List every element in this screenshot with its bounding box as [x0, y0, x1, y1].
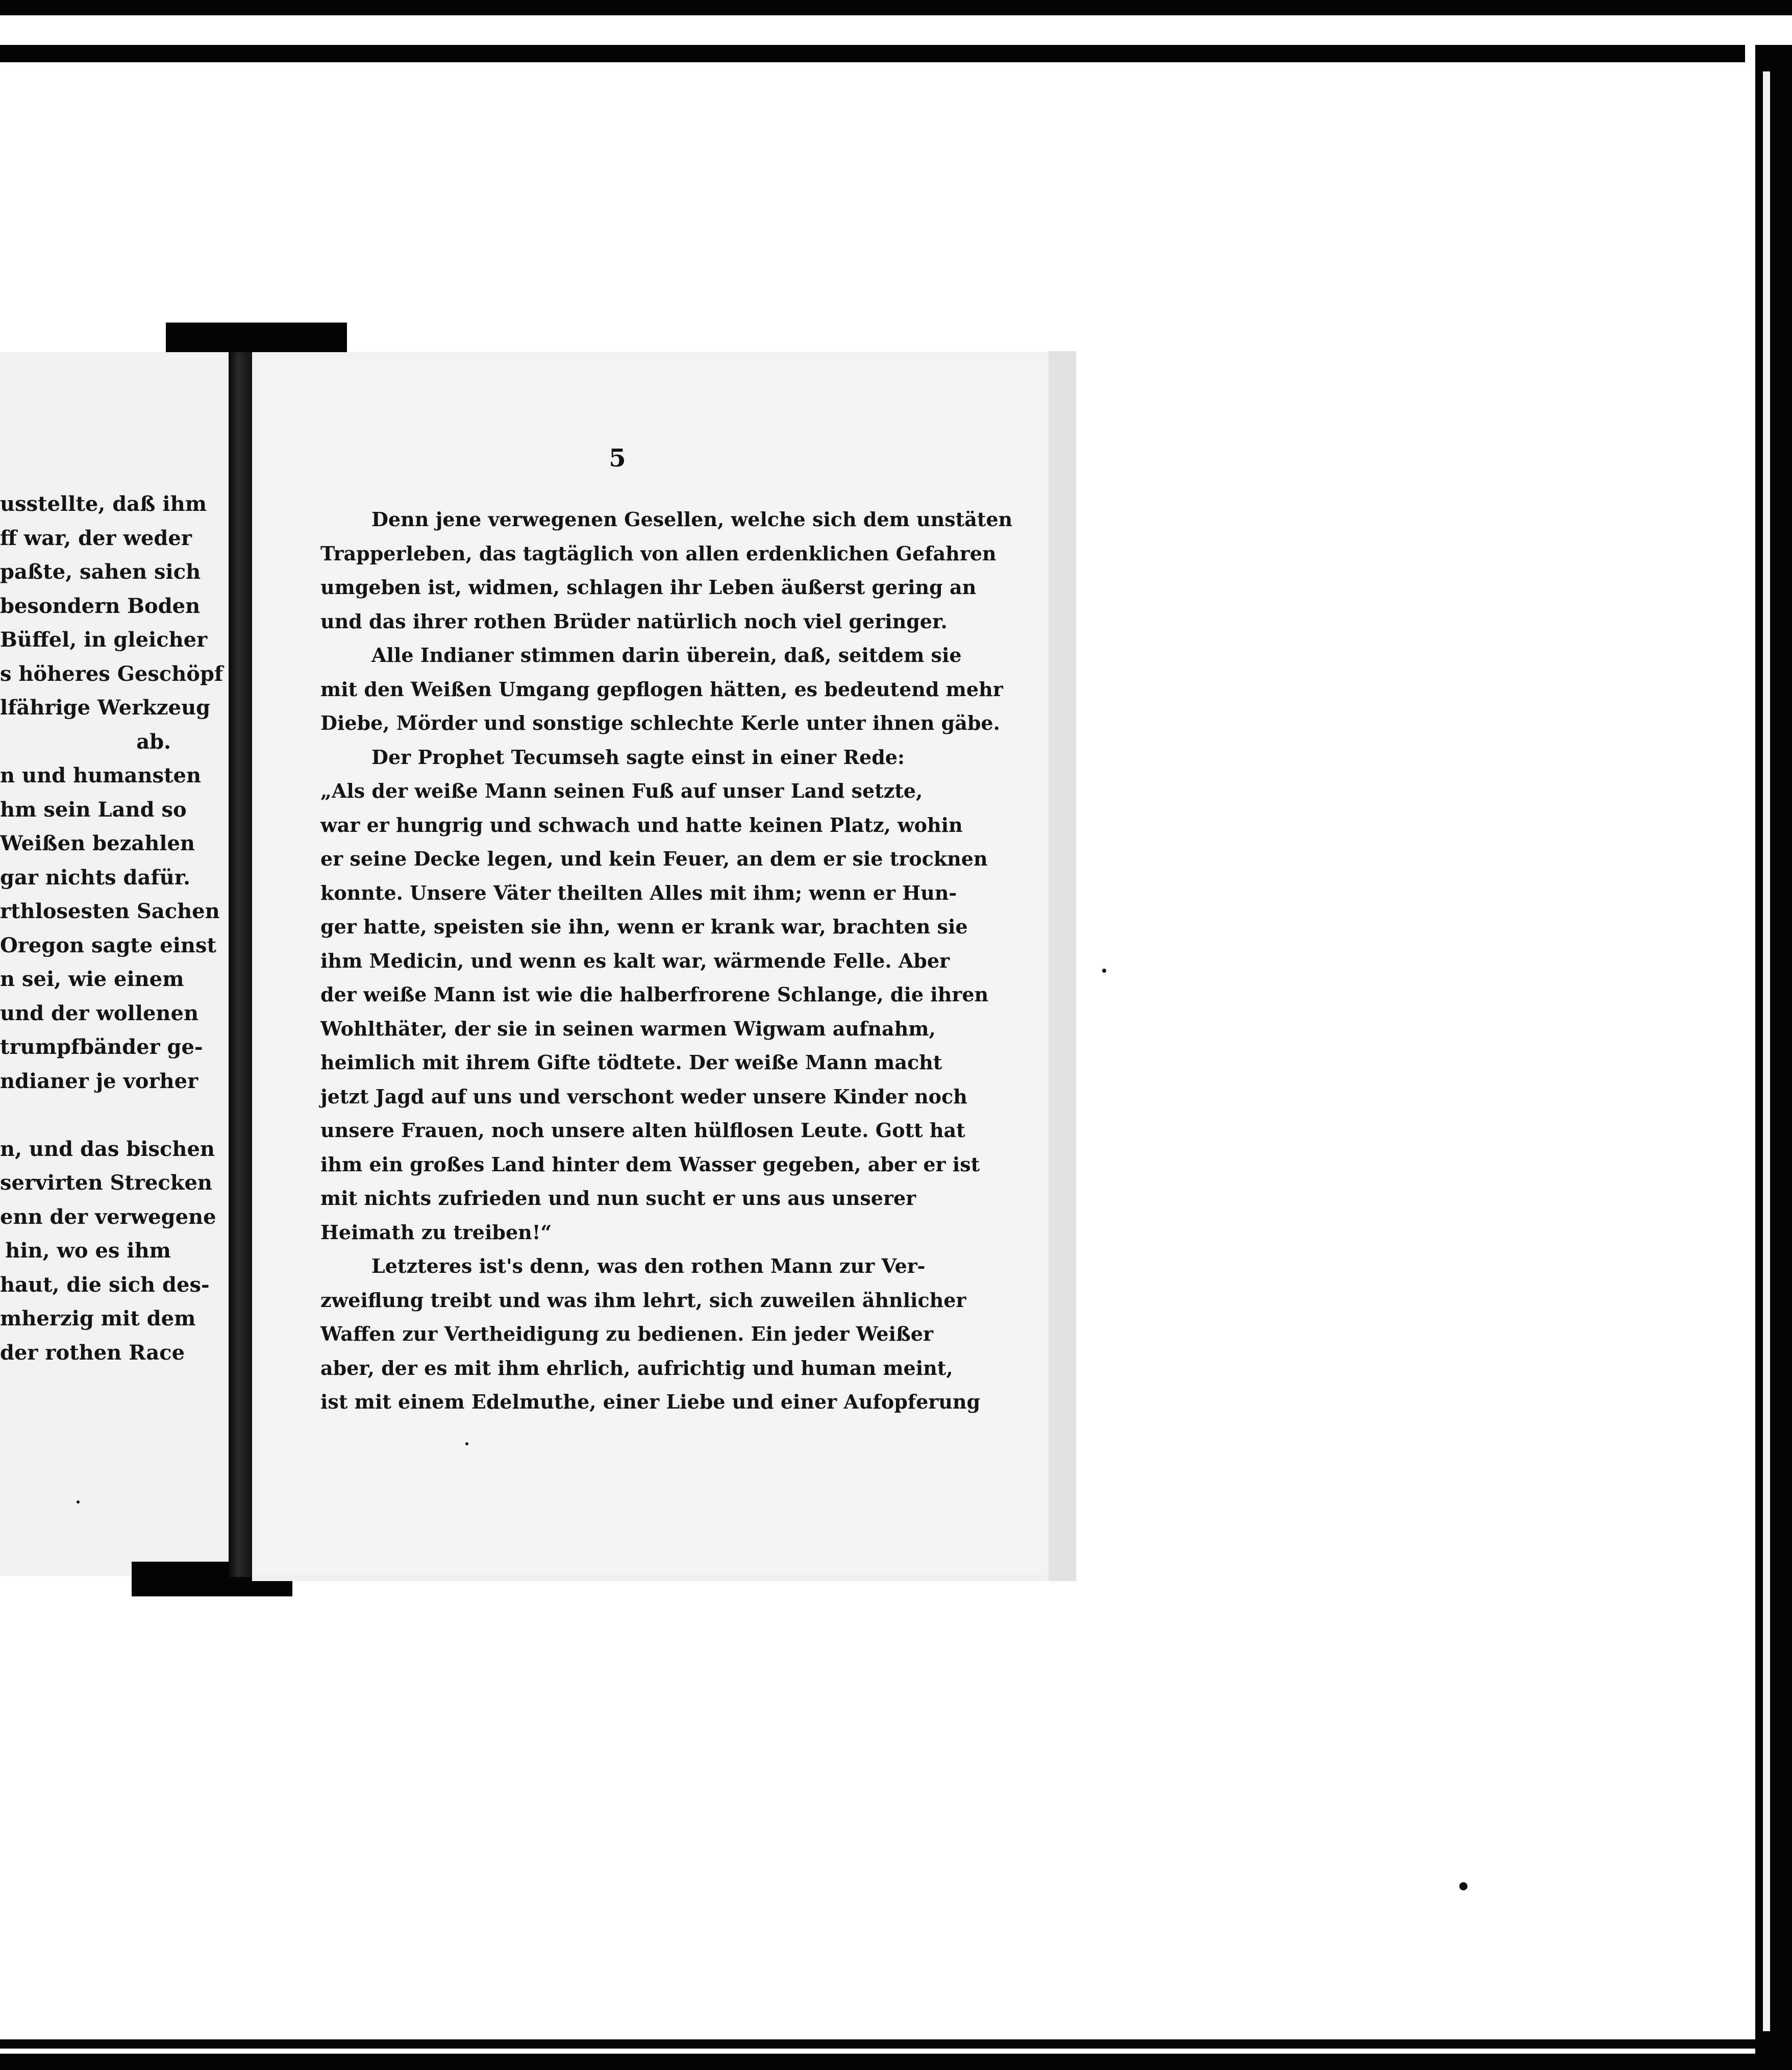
- left-line: ff war, der weder: [0, 526, 192, 550]
- text-line: „Als der weiße Mann seinen Fuß auf unser Land setzte,: [320, 779, 923, 802]
- film-border-bottom: [0, 2039, 1792, 2070]
- left-line: der rothen Race: [0, 1340, 185, 1365]
- left-line: Oregon sagte einst: [0, 933, 217, 957]
- text-line: Heimath zu treiben!“: [320, 1220, 552, 1244]
- left-line: n und humansten: [0, 763, 202, 787]
- text-line: Wohlthäter, der sie in seinen warmen Wigwam aufnahm,: [320, 1017, 936, 1040]
- film-border-bottom-line: [0, 2049, 1755, 2054]
- left-line: s höheres Geschöpf: [0, 661, 223, 686]
- text-line: mit den Weißen Umgang gepflogen hätten, es bedeutend mehr: [320, 677, 1003, 701]
- left-line: paßte, sahen sich: [0, 560, 201, 584]
- text-line: der weiße Mann ist wie die halberfrorene Schlange, die ihren: [320, 983, 989, 1006]
- text-line: ihm ein großes Land hinter dem Wasser gegeben, aber er ist: [320, 1152, 980, 1176]
- left-line: haut, die sich des-: [0, 1272, 210, 1297]
- left-line: ndianer je vorher: [0, 1069, 198, 1093]
- film-border-right: [1755, 45, 1792, 2070]
- text-line: heimlich mit ihrem Gifte tödtete. Der weiße Mann macht: [320, 1051, 942, 1074]
- text-line: Diebe, Mörder und sonstige schlechte Kerle unter ihnen gäbe.: [320, 711, 1000, 734]
- text-line: unsere Frauen, noch unsere alten hülflosen Leute. Gott hat: [320, 1119, 965, 1142]
- text-line: und das ihrer rothen Brüder natürlich noch viel geringer.: [320, 609, 948, 633]
- text-line: zweiflung treibt und was ihm lehrt, sich zuweilen ähnlicher: [320, 1288, 966, 1312]
- text-line: umgeben ist, widmen, schlagen ihr Leben äußerst gering an: [320, 576, 977, 599]
- left-line: ab.: [136, 729, 171, 754]
- left-line: und der wollenen: [0, 1001, 199, 1025]
- film-border-right-edge: [1763, 71, 1770, 2031]
- text-line: ist mit einem Edelmuthe, einer Liebe und einer Aufopferung: [320, 1390, 981, 1413]
- text-line: aber, der es mit ihm ehrlich, aufrichtig und human meint,: [320, 1356, 953, 1379]
- text-line: war er hungrig und schwach und hatte keinen Platz, wohin: [320, 813, 963, 836]
- left-line: mherzig mit dem: [0, 1307, 196, 1330]
- left-page-text: [0, 487, 223, 1370]
- scan-speck: [1102, 969, 1106, 973]
- scan-speck: [77, 1500, 80, 1504]
- left-line: lfährige Werkzeug: [0, 696, 211, 720]
- left-line: Büffel, in gleicher: [0, 628, 208, 652]
- film-border-top-inner: [0, 45, 1745, 62]
- text-line: ger hatte, speisten sie ihn, wenn er krank war, brachten sie: [320, 915, 968, 938]
- left-line: gar nichts dafür.: [0, 865, 191, 890]
- left-line: hm sein Land so: [0, 797, 187, 822]
- scan-speck: [1459, 1882, 1467, 1890]
- text-line: Denn jene verwegenen Gesellen, welche sich dem unstäten: [371, 508, 1013, 531]
- right-page-text: [320, 503, 1013, 1419]
- left-line: enn der verwegene: [0, 1204, 216, 1229]
- left-line: trumpfbänder ge-: [0, 1035, 203, 1059]
- text-line: Trapperleben, das tagtäglich von allen erdenklichen Gefahren: [320, 541, 997, 565]
- text-line: Waffen zur Vertheidigung zu bedienen. Ein jeder Weißer: [320, 1322, 933, 1345]
- text-line: jetzt Jagd auf uns und verschont weder unsere Kinder noch: [320, 1085, 967, 1108]
- left-line: servirten Strecken: [0, 1171, 212, 1195]
- text-line: mit nichts zufrieden und nun sucht er uns aus unserer: [320, 1187, 916, 1210]
- text-line: Der Prophet Tecumseh sagte einst in einer Rede:: [371, 745, 905, 769]
- film-border-top: [0, 0, 1792, 15]
- text-line: Alle Indianer stimmen darin überein, daß, seitdem sie: [371, 644, 962, 667]
- left-line: [0, 1098, 171, 1132]
- page-number: 5: [609, 444, 626, 473]
- left-line: Weißen bezahlen: [0, 831, 195, 855]
- text-line: Letzteres ist's denn, was den rothen Mann zur Ver-: [371, 1254, 926, 1277]
- book-spine: [229, 352, 252, 1577]
- left-line: n, und das bischen: [0, 1137, 215, 1161]
- text-line: er seine Decke legen, und kein Feuer, an dem er sie trocknen: [320, 847, 988, 870]
- right-page-edge: [1049, 351, 1076, 1581]
- binding-tab-top: [166, 323, 347, 352]
- text-line: konnte. Unsere Väter theilten Alles mit ihm; wenn er Hun-: [320, 881, 957, 904]
- text-line: ihm Medicin, und wenn es kalt war, wärmende Felle. Aber: [320, 949, 950, 972]
- left-line: hin, wo es ihm: [5, 1239, 171, 1263]
- scan-speck: [465, 1442, 468, 1445]
- left-line: besondern Boden: [0, 594, 201, 618]
- left-line: rthlosesten Sachen: [0, 899, 220, 923]
- left-line: usstellte, daß ihm: [0, 492, 207, 516]
- left-line: n sei, wie einem: [0, 967, 184, 991]
